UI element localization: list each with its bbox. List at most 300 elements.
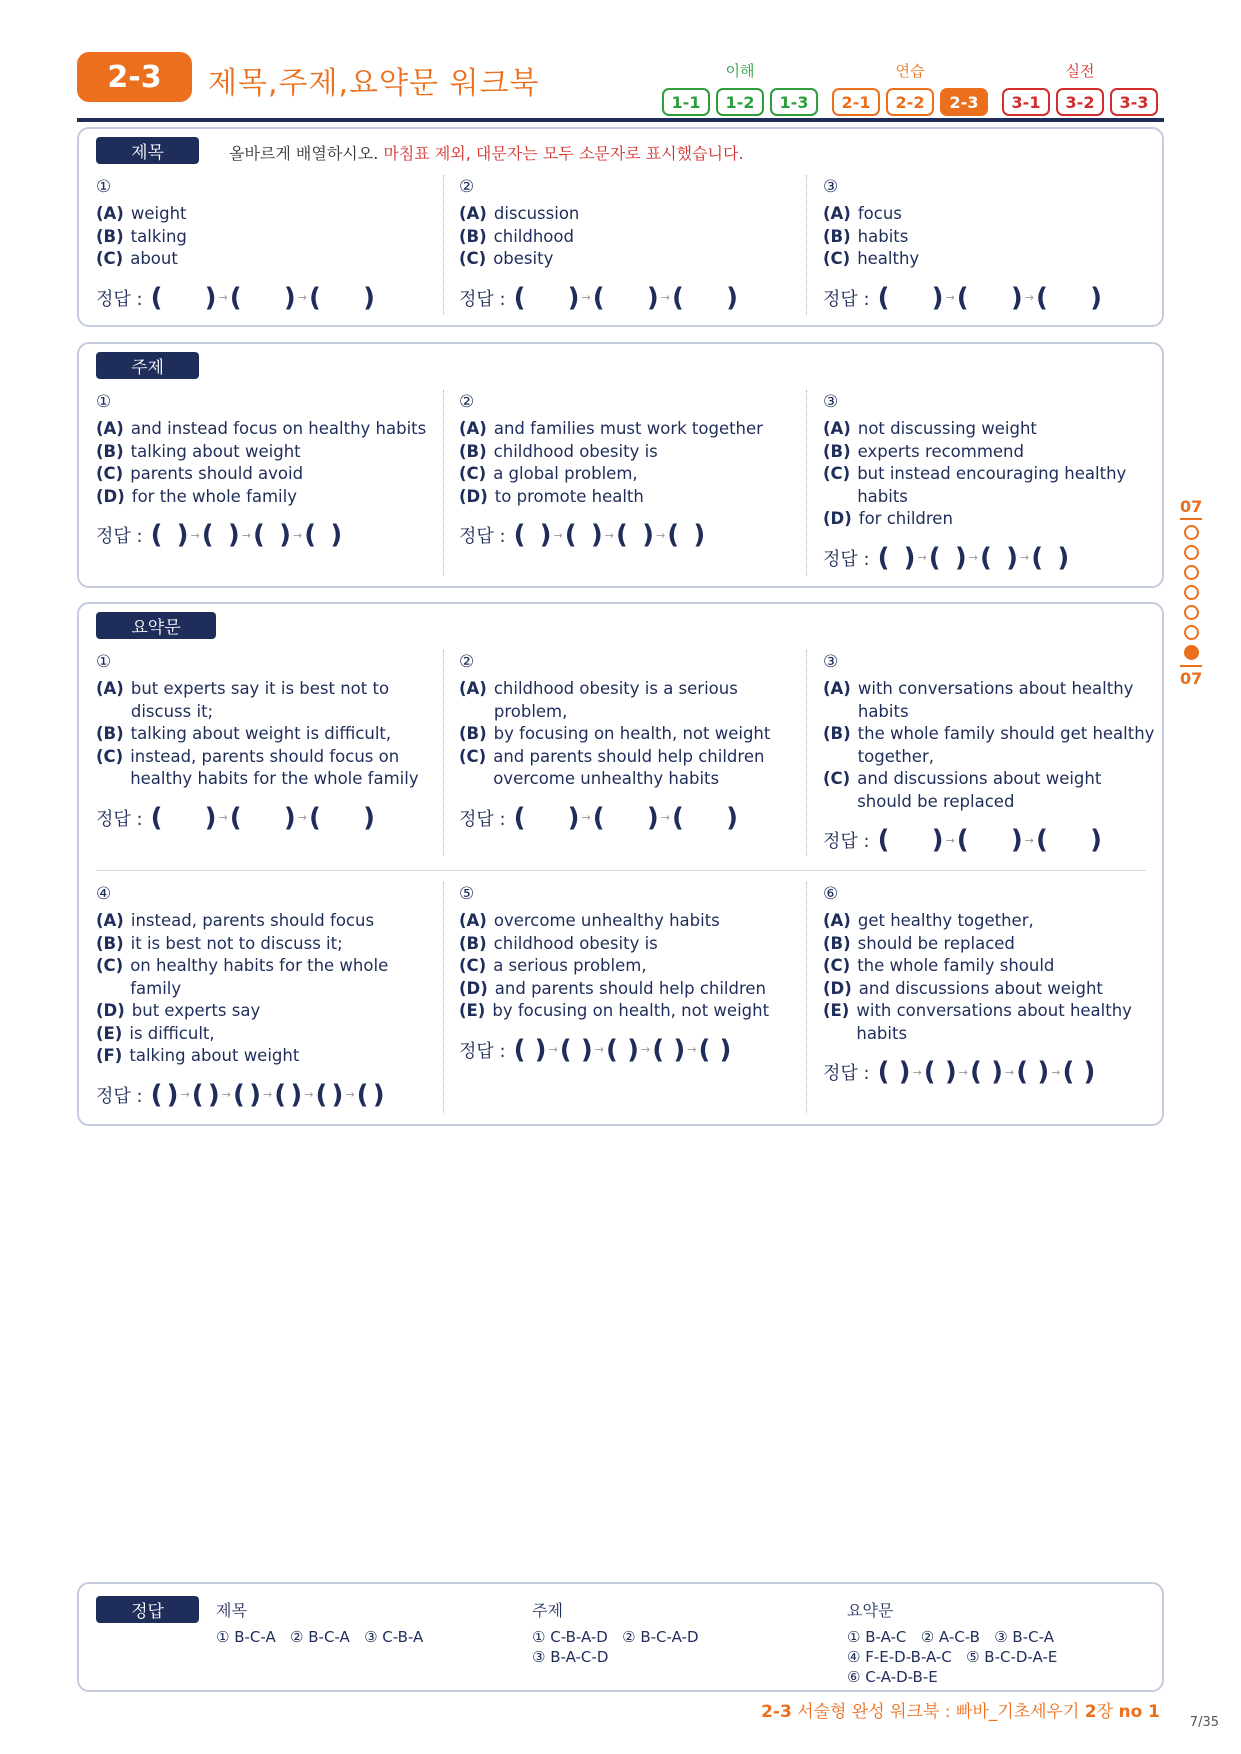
answer-blank[interactable]: ( ) [274,1079,303,1110]
answer-label: 정답 : [459,288,506,310]
answer-blank[interactable]: ( ) [956,825,1023,855]
section-title [77,127,1164,327]
item-label: (A) [96,679,124,698]
level-group-label: 연습 [895,62,925,80]
list-item [459,486,796,509]
item-text: for the whole family [131,486,297,506]
level-group-understand [662,60,818,116]
answer-key-topic [532,1598,699,1667]
list-item [823,768,1160,813]
answer-row [96,281,433,315]
answer-key-line: ① B-C-A ② B-C-A ③ C-B-A [216,1628,424,1646]
list-item [823,978,1160,1001]
column-divider [443,390,444,576]
answer-blank[interactable]: ( ) [513,282,580,313]
question-number: ③ [823,177,839,197]
column-divider [806,882,807,1114]
arrow-icon: → [180,1088,190,1101]
answer-blank[interactable]: ( ) [1036,282,1102,313]
item-label: (B) [96,226,124,246]
item-text: and parents should help children [494,978,767,998]
question-number: ① [96,177,112,197]
item-text: focus [857,204,902,223]
item-text: healthy [857,249,920,268]
list-item [459,910,796,933]
answer-row [459,281,796,315]
arrow-icon: → [297,291,307,304]
answer-blank[interactable]: ( ) [956,282,1023,313]
level-group-actual [1002,60,1158,116]
answer-blank[interactable]: ( ) [616,520,654,550]
answer-key-box [77,1582,1164,1692]
list-item [459,746,796,791]
answer-label: 정답 : [459,526,506,547]
answer-row [459,518,796,552]
arrow-icon: → [553,528,563,542]
answer-row [823,281,1160,315]
arrow-icon: → [297,811,307,824]
column-divider [443,650,444,856]
question-summary-1 [96,652,433,835]
list-item [96,226,433,249]
item-text: and parents should help children overcome unhealthy habits [493,746,765,788]
item-label: (A) [96,419,124,438]
page-title: 제목,주제,요약문 워크북 [208,66,540,101]
item-label: (C) [823,464,851,483]
answer-row [96,801,433,835]
item-label: (E) [823,1001,850,1020]
footer-chapter: 2 [1084,1702,1097,1722]
item-label: (B) [459,933,487,953]
question-topic-3 [823,392,1160,575]
item-text: to promote health [494,486,644,506]
item-label: (A) [459,911,487,930]
item-label: (A) [459,679,487,698]
arrow-icon: → [1024,291,1034,304]
answer-blank[interactable]: ( ) [672,802,738,833]
list-item [823,203,1160,226]
item-label: (B) [823,441,851,461]
progress-dot [1184,585,1199,600]
item-label: (C) [823,249,851,268]
level-group-practice [832,60,988,116]
item-label: (B) [823,226,851,246]
footer-text [761,1697,1160,1722]
list-item [459,955,796,978]
level-tab-1-3[interactable]: 1-3 [770,88,818,116]
question-number: ① [96,652,112,672]
list-item [96,746,433,791]
answer-blank[interactable]: ( ) [229,282,296,313]
list-item [96,723,433,746]
list-item [823,723,1160,768]
item-text: a global problem, [493,464,638,483]
item-text: the whole family should [857,956,1055,975]
list-item [96,441,433,464]
side-line [1180,518,1202,520]
answer-label: 정답 : [459,1040,506,1062]
answer-blank[interactable]: ( ) [667,520,706,550]
answer-label: 정답 : [96,288,143,310]
section-tag: 요약문 [96,612,216,639]
arrow-icon: → [604,528,614,542]
answer-blank[interactable]: ( ) [1036,825,1102,855]
list-item [823,418,1160,441]
answer-blank[interactable]: ( ) [564,520,603,550]
section-tag: 제목 [96,137,199,164]
item-label: (D) [823,509,852,528]
item-text: parents should avoid [130,464,304,483]
item-text: by focusing on health, not weight [492,1001,770,1020]
item-label: (C) [96,249,124,268]
item-label: (C) [459,746,487,766]
level-group-label: 실전 [1065,62,1095,80]
arrow-icon: → [656,528,666,542]
item-text: but experts say [131,1001,261,1020]
answer-blank[interactable]: ( ) [1062,1057,1096,1087]
arrow-icon: → [345,1088,355,1101]
answer-blank[interactable]: ( ) [356,1079,385,1110]
question-summary-5 [459,884,796,1067]
item-text: obesity [493,249,554,268]
item-label: (C) [823,769,851,788]
answer-row [823,1055,1160,1089]
level-tab-2-3[interactable]: 2-3 [940,88,988,116]
list-item [823,248,1160,271]
item-text: by focusing on health, not weight [493,724,771,743]
answer-row [823,823,1160,857]
item-text: weight [130,204,187,223]
list-item [823,508,1160,531]
arrow-icon: → [660,291,670,304]
answer-blank[interactable]: ( ) [923,1057,957,1087]
item-label: (D) [459,486,488,506]
arrow-icon: → [241,528,251,542]
answer-key-title [216,1598,423,1647]
item-text: habits [857,226,909,246]
item-text: with conversations about healthy habits [857,679,1134,721]
level-tab-3-3[interactable]: 3-3 [1110,88,1158,116]
arrow-icon: → [218,291,228,304]
answer-key-line: ④ F-E-D-B-A-C ⑤ B-C-D-A-E [847,1648,1058,1666]
list-item [459,418,796,441]
item-label: (C) [96,746,124,766]
item-label: (C) [459,956,487,975]
item-label: (A) [96,204,124,223]
arrow-icon: → [912,1065,922,1079]
item-label: (B) [823,933,851,953]
answer-blank[interactable]: ( ) [150,282,217,313]
item-text: childhood obesity is a serious problem, [493,679,738,721]
list-item [459,1000,796,1023]
item-text: talking about weight [130,441,301,461]
instruction-note: 마침표 제외, 대문자는 모두 소문자로 표시했습니다. [378,144,744,163]
instruction-main: 올바르게 배열하시오. [229,144,379,163]
answer-row [459,801,796,835]
footer-chapter-suffix: 장 [1096,1702,1119,1722]
question-number: ② [459,177,475,197]
list-item [823,463,1160,508]
answer-blank[interactable]: ( ) [877,282,944,313]
question-number: ⑤ [459,884,475,904]
answer-blank[interactable]: ( ) [970,1057,1003,1087]
question-topic-2 [459,392,796,552]
item-text: talking [130,226,187,246]
question-title-1 [96,177,433,315]
list-item [459,441,796,464]
answer-blank[interactable]: ( ) [233,1079,261,1110]
answer-key-line: ③ B-A-C-D [532,1648,609,1666]
item-label: (A) [96,911,124,930]
arrow-icon: → [945,291,955,304]
arrow-icon: → [581,811,591,824]
item-label: (D) [96,1001,125,1020]
progress-dot [1184,625,1199,640]
answer-blank[interactable]: ( ) [150,520,189,550]
item-text: on healthy habits for the whole family [130,956,389,998]
item-label: (D) [459,978,488,998]
answer-label: 정답 : [96,808,143,830]
answer-blank[interactable]: ( ) [877,1057,911,1087]
item-label: (B) [96,441,124,461]
answer-blank[interactable]: ( ) [309,802,375,833]
answer-blank[interactable]: ( ) [309,282,375,313]
answer-blank[interactable]: ( ) [1031,542,1070,573]
item-text: about [130,249,178,268]
answer-row [459,1033,796,1067]
header-divider [77,118,1164,122]
list-item [459,463,796,486]
answer-blank[interactable]: ( ) [1016,1057,1050,1087]
question-title-3 [823,177,1160,315]
question-summary-6 [823,884,1160,1089]
side-number-bottom: 07 [1180,669,1203,688]
section-summary [77,602,1164,1126]
answer-blank[interactable]: ( ) [513,1034,547,1065]
answer-blank[interactable]: ( ) [253,520,291,550]
arrow-icon: → [945,833,955,847]
level-tab-2-1[interactable]: 2-1 [832,88,880,116]
level-tab-1-1[interactable]: 1-1 [662,88,710,116]
question-summary-3 [823,652,1160,857]
question-number: ④ [96,884,112,904]
list-item [459,203,796,226]
answer-key-label: 제목 [216,1601,247,1620]
list-item [823,1000,1160,1045]
item-label: (B) [459,226,487,246]
item-label: (A) [459,419,487,438]
arrow-icon: → [293,528,303,542]
answer-key-label: 요약문 [847,1601,894,1620]
list-item [823,226,1160,249]
answer-blank[interactable]: ( ) [980,542,1018,573]
answer-blank[interactable]: ( ) [513,802,580,833]
list-item [459,248,796,271]
list-item [96,418,433,441]
arrow-icon: → [1020,551,1030,564]
list-item [823,678,1160,723]
answer-row [96,518,433,552]
answer-blank[interactable]: ( ) [229,802,296,833]
item-label: (A) [823,911,851,930]
progress-dot [1184,605,1199,620]
question-number: ⑥ [823,884,839,904]
footer-code: 2-3 [761,1702,792,1722]
list-item [459,678,796,723]
answer-blank[interactable]: ( ) [652,1034,686,1065]
progress-dot [1184,565,1199,580]
answer-blank[interactable]: ( ) [304,520,343,550]
column-divider [806,650,807,856]
answer-blank[interactable]: ( ) [877,825,944,855]
answer-label: 정답 : [823,1063,870,1084]
item-text: get healthy together, [857,911,1034,930]
list-item [96,1045,433,1068]
section-tag: 주제 [96,352,199,379]
item-label: (B) [459,724,487,743]
column-divider [443,175,444,315]
answer-key-line: ① C-B-A-D ② B-C-A-D [532,1628,699,1646]
answer-blank[interactable]: ( ) [150,1079,179,1110]
item-label: (C) [459,464,487,483]
arrow-icon: → [641,1043,651,1056]
item-label: (C) [823,956,851,975]
item-label: (A) [459,204,487,223]
list-item [823,441,1160,464]
item-label: (B) [823,724,851,743]
answer-blank[interactable]: ( ) [877,542,916,573]
arrow-icon: → [968,551,978,564]
instruction [229,141,744,164]
level-group-label: 이해 [725,62,755,80]
lesson-badge: 2-3 [77,52,192,102]
answer-key-label: 주제 [532,1601,563,1620]
list-item [823,910,1160,933]
question-number: ③ [823,392,839,412]
arrow-icon: → [958,1065,968,1079]
answer-row [96,1078,433,1112]
arrow-icon: → [218,811,228,824]
item-label: (B) [96,724,124,743]
answer-blank[interactable]: ( ) [672,282,738,313]
list-item [459,723,796,746]
item-label: (C) [96,464,124,483]
item-label: (E) [459,1001,486,1020]
page-number: 7/35 [1189,1715,1219,1730]
arrow-icon: → [304,1088,314,1101]
level-tab-1-2[interactable]: 1-2 [716,88,764,116]
answer-label: 정답 : [96,526,143,547]
arrow-icon: → [221,1088,231,1101]
arrow-icon: → [263,1088,273,1101]
footer-no: no 1 [1118,1702,1160,1722]
list-item [459,226,796,249]
section-topic [77,342,1164,588]
arrow-icon: → [917,551,927,564]
answer-key-line: ⑥ C-A-D-B-E [847,1668,938,1686]
answer-label: 정답 : [459,808,506,830]
level-tab-2-2[interactable]: 2-2 [886,88,934,116]
level-tab-3-1[interactable]: 3-1 [1002,88,1050,116]
item-text: overcome unhealthy habits [493,911,720,930]
arrow-icon: → [660,811,670,824]
item-text: and discussions about weight [858,978,1103,998]
answer-blank[interactable]: ( ) [315,1079,344,1110]
arrow-icon: → [687,1043,697,1056]
answer-blank[interactable]: ( ) [150,802,217,833]
list-item [96,248,433,271]
item-text: not discussing weight [857,419,1037,438]
answer-blank[interactable]: ( ) [606,1034,639,1065]
item-text: talking about weight is difficult, [130,724,392,743]
answer-label: 정답 : [823,548,870,570]
footer-desc: 서술형 완성 워크북 : 빠바_기초세우기 [791,1702,1085,1722]
item-text: but experts say it is best not to discuss it; [130,679,390,721]
answer-blank[interactable]: ( ) [513,520,552,550]
side-line [1180,665,1202,667]
column-divider [806,175,807,315]
side-number-top: 07 [1180,497,1203,516]
list-item [459,933,796,956]
answer-blank[interactable]: ( ) [592,802,659,833]
list-item [459,978,796,1001]
list-item [96,933,433,956]
list-item [96,678,433,723]
progress-dot [1184,525,1199,540]
item-label: (C) [96,956,124,975]
arrow-icon: → [581,291,591,304]
arrow-icon: → [190,528,200,542]
row-divider [96,870,1146,871]
item-text: talking about weight [129,1046,300,1065]
item-text: experts recommend [857,441,1024,461]
answer-key-tag: 정답 [96,1596,199,1623]
item-label: (D) [96,486,125,506]
answer-label: 정답 : [96,1085,143,1107]
question-topic-1 [96,392,433,552]
list-item [96,910,433,933]
level-tab-3-2[interactable]: 3-2 [1056,88,1104,116]
list-item [823,955,1160,978]
list-item [96,486,433,509]
list-item [96,1023,433,1046]
item-label: (F) [96,1046,123,1065]
item-label: (B) [96,933,124,953]
item-text: and discussions about weight should be replaced [857,769,1102,811]
progress-dot [1184,545,1199,560]
answer-label: 정답 : [823,831,870,852]
question-number: ① [96,392,112,412]
item-text: and families must work together [493,419,763,438]
progress-dot [1184,645,1199,660]
answer-blank[interactable]: ( ) [201,520,240,550]
arrow-icon: → [594,1043,604,1056]
item-text: discussion [493,204,580,223]
side-progress-tab [1180,497,1202,688]
item-text: instead, parents should focus on healthy habits for the whole family [130,746,419,788]
item-text: it is best not to discuss it; [130,933,343,953]
answer-blank[interactable]: ( ) [559,1034,593,1065]
answer-blank[interactable]: ( ) [928,542,967,573]
item-text: and instead focus on healthy habits [130,419,427,438]
question-number: ② [459,392,475,412]
item-label: (C) [459,249,487,268]
answer-blank[interactable]: ( ) [698,1034,732,1065]
answer-key-summary [847,1598,1057,1687]
answer-blank[interactable]: ( ) [191,1079,220,1110]
list-item [823,933,1160,956]
answer-blank[interactable]: ( ) [592,282,659,313]
